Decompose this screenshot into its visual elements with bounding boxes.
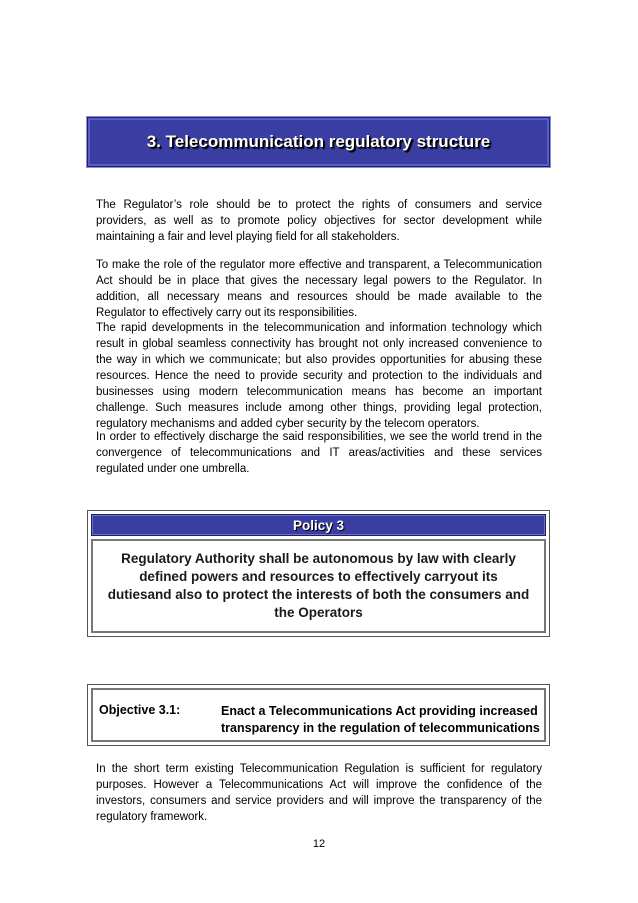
page-number: 12 <box>312 838 326 850</box>
objective-text: Enact a Telecommunications Act providing increased transparency in the regulation of telecommunications <box>221 704 540 735</box>
policy-header <box>91 514 546 536</box>
policy-box <box>87 510 550 637</box>
section-title-banner <box>87 117 550 167</box>
paragraph-regulator-role: The Regulator’s role should be to protect the rights of consumers and service providers, as well as to promote policy objectives for sector development while maintaining a fair and level playing field for all stakeholders. <box>96 199 542 243</box>
section-title: 3. Telecommunication regulatory structure <box>146 132 491 151</box>
paragraph-short-term: In the short term existing Telecommunication Regulation is sufficient for regulatory purposes. However a Telecommunications Act will improve the confidence of the investors, consumers and service providers and will improve the transparency of the regulatory framework. <box>96 763 542 823</box>
objective-box <box>87 684 550 746</box>
policy-text: Regulatory Authority shall be autonomous by law with clearly defined powers and resources to effectively carryout its dutiesand also to protect the interests of both the consumers and the Operators <box>107 551 530 620</box>
policy-title: Policy 3 <box>292 517 345 533</box>
paragraph-telecom-act: To make the role of the regulator more effective and transparent, a Telecommunication Act should be in place that gives the necessary legal powers to the Regulator. In addition, all necessary means and resources should be made available to the Regulator to effectively carry out its responsibilities. <box>96 259 542 319</box>
policy-body <box>91 539 546 633</box>
objective-inner <box>91 688 546 742</box>
paragraph-convergence: In order to effectively discharge the said responsibilities, we see the world trend in the convergence of telecommunications and IT areas/activities and these services regulated under one umbrella. <box>96 431 542 475</box>
paragraph-rapid-developments: The rapid developments in the telecommunication and information technology which result in global seamless connectivity has brought not only increased convenience to the way in which we communicate; but also provides opportunities for abusing these resources. Hence the need to provide security and protection to the individuals and businesses using modern telecommunication means has become an important challenge. Such measures include among other things, providing legal protection, regulatory mechanisms and added cyber security by the telecom operators. <box>96 322 542 430</box>
objective-label: Objective 3.1: <box>99 703 181 717</box>
